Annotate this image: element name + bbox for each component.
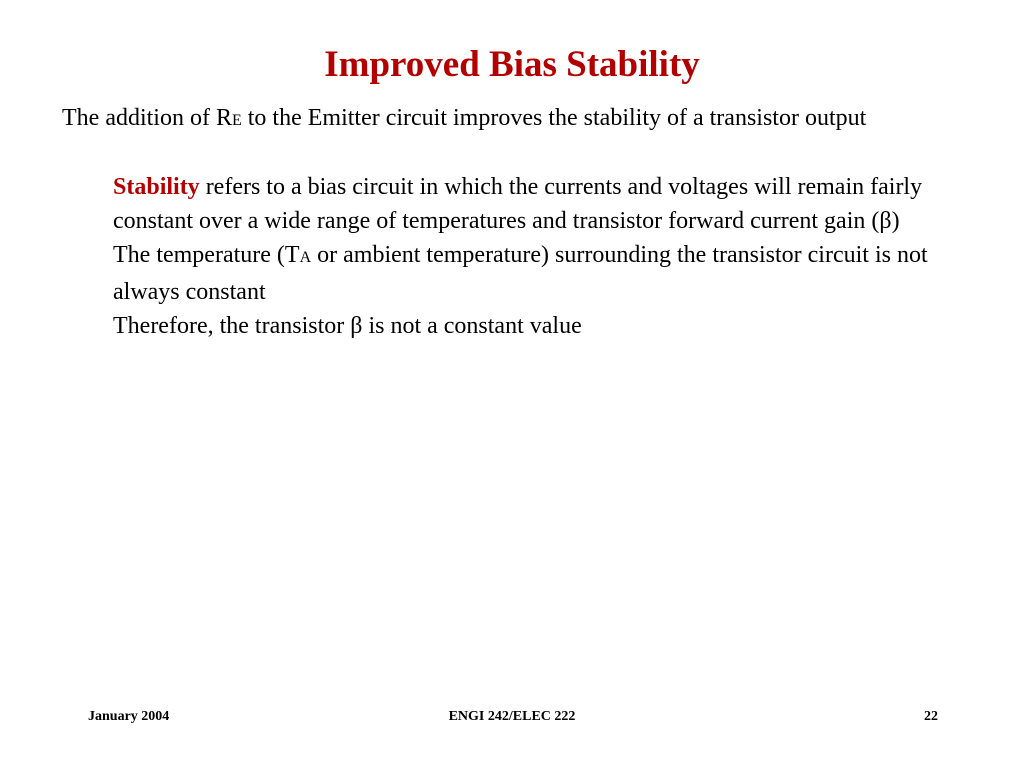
temperature-text-part2: or ambient temperature) surrounding the transistor circuit is not always constant — [113, 242, 928, 305]
intro-paragraph — [62, 101, 962, 138]
slide-title: Improved Bias Stability — [324, 44, 700, 85]
footer-course: ENGI 242/ELEC 222 — [448, 709, 576, 724]
footer-page-number: 22 — [924, 709, 938, 724]
temperature-subscript: A — [299, 249, 312, 266]
temperature-text-part1: The temperature (T — [113, 242, 300, 268]
sub-points-list — [113, 170, 963, 343]
stability-text: refers to a bias circuit in which the currents and voltages will remain fairly constant over a wide range of temperatures and transistor forward current gain (β) — [113, 174, 923, 234]
intro-subscript: E — [231, 112, 242, 129]
stability-keyword: Stability — [113, 174, 200, 200]
intro-text-part2: to the Emitter circuit improves the stability of a transistor output — [241, 105, 867, 131]
intro-text-part1: The addition of R — [62, 105, 232, 131]
beta-text: Therefore, the transistor β is not a constant value — [113, 313, 582, 339]
point-stability — [113, 170, 963, 238]
point-temperature — [113, 238, 963, 309]
footer-date: January 2004 — [88, 709, 170, 724]
point-beta — [113, 309, 963, 343]
